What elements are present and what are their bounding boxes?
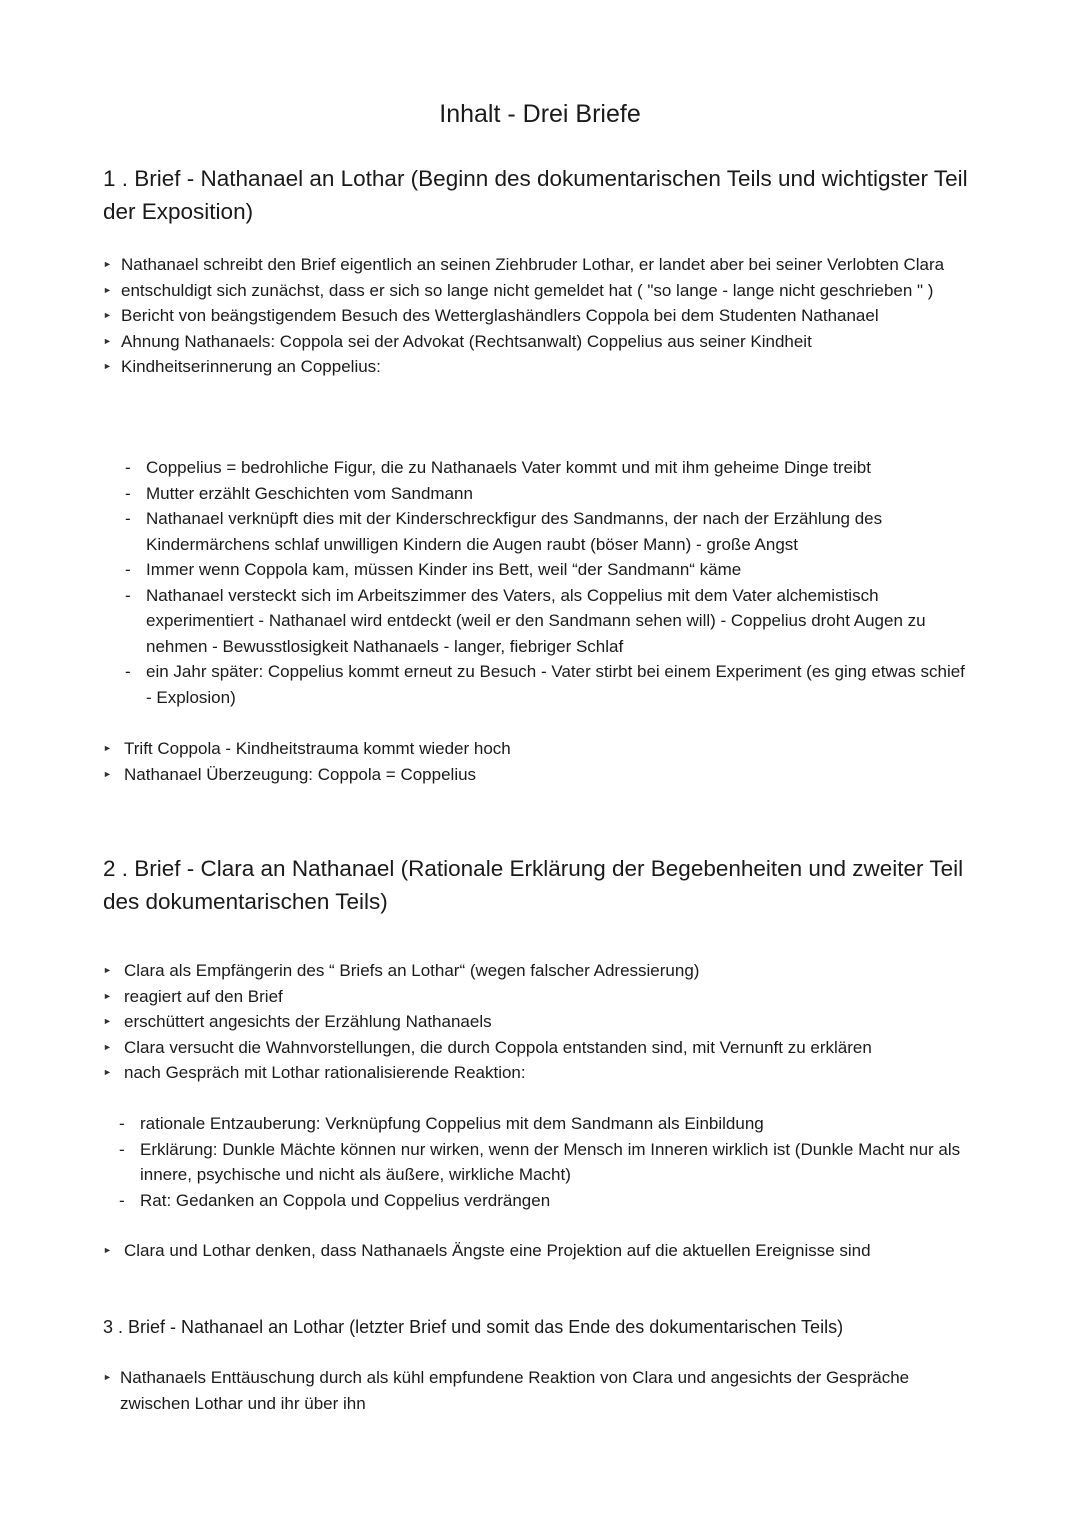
list-item: - Nathanael versteckt sich im Arbeitszimmer des Vaters, als Coppelius mit dem Vater alchemistisch experimentiert - Nathanael wird entdeckt (weil er den Sandmann sehen will) - Coppelius droht Augen zu nehmen - Bewusstlosigkeit Nathanaels - langer, fiebriger Schlaf	[0, 583, 1080, 660]
page-title: Inhalt - Drei Briefe	[439, 100, 641, 128]
dash-marker: -	[125, 509, 131, 528]
dash-marker: -	[119, 1139, 125, 1159]
bullet-triangle-icon: ►	[103, 1016, 112, 1026]
list-item: - Coppelius = bedrohliche Figur, die zu Nathanaels Vater kommt und mit ihm geheime Dinge treibt	[0, 455, 1080, 481]
bullet-triangle-icon: ►	[103, 768, 112, 779]
list-item: ► Trift Coppola - Kindheitstrauma kommt wieder hoch	[0, 736, 1080, 762]
dash-marker: -	[125, 585, 131, 605]
bullet-triangle-icon: ►	[103, 361, 112, 371]
bullet-triangle-icon: ►	[103, 1041, 112, 1052]
list-item: ► Kindheitserinnerung an Coppelius:	[0, 354, 1080, 380]
letter2-bullet-list	[0, 958, 1080, 1086]
bullet-triangle-icon: ►	[103, 259, 112, 269]
letter1-bullet-list-after	[0, 736, 1080, 787]
bullet-triangle-icon: ►	[103, 1245, 112, 1255]
list-item: ► Clara als Empfängerin des “ Briefs an Lothar“ (wegen falscher Adressierung)	[0, 958, 1080, 984]
dash-marker: -	[125, 560, 131, 579]
dash-marker: -	[125, 458, 131, 477]
list-item: ► reagiert auf den Brief	[0, 984, 1080, 1010]
list-item: - Nathanael verknüpft dies mit der Kinderschreckfigur des Sandmanns, der nach der Erzählung des Kindermärchens schlaf unwilligen Kindern die Augen raubt (böser Mann) - große Angst	[0, 506, 1080, 557]
list-item: - Mutter erzählt Geschichten vom Sandmann	[0, 481, 1080, 507]
bullet-triangle-icon: ►	[103, 1067, 112, 1077]
bullet-triangle-icon: ►	[103, 284, 112, 295]
list-item: ► Nathanael Überzeugung: Coppola = Coppelius	[0, 762, 1080, 788]
letter3-heading: 3 . Brief - Nathanael an Lothar (letzter Brief und somit das Ende des dokumentarischen Teils)	[103, 1317, 844, 1337]
dash-marker: -	[119, 1190, 125, 1210]
list-item: ► Nathanaels Enttäuschung durch als kühl empfundene Reaktion von Clara und angesichts der Gespräche zwischen Lothar und ihr über ihn	[0, 1365, 1080, 1416]
letter2-bullet-list-after	[0, 1238, 1080, 1264]
letter2-sub-list	[0, 1111, 1080, 1213]
letter1-heading: 1 . Brief - Nathanael an Lothar (Beginn des dokumentarischen Teils und wichtigster Teil der Exposition)	[103, 166, 968, 224]
list-item: - Immer wenn Coppola kam, müssen Kinder ins Bett, weil “der Sandmann“ käme	[0, 557, 1080, 583]
list-item: ► Bericht von beängstigendem Besuch des Wetterglashändlers Coppola bei dem Studenten Nathanael	[0, 303, 1080, 329]
list-item: ► Clara und Lothar denken, dass Nathanaels Ängste eine Projektion auf die aktuellen Ereignisse sind	[0, 1238, 1080, 1264]
list-item: ► erschüttert angesichts der Erzählung Nathanaels	[0, 1009, 1080, 1035]
bullet-triangle-icon: ►	[103, 1372, 112, 1382]
dash-marker: -	[125, 662, 131, 681]
list-item: ► Nathanael schreibt den Brief eigentlich an seinen Ziehbruder Lothar, er landet aber bei seiner Verlobten Clara	[0, 252, 1080, 278]
list-item: ► Clara versucht die Wahnvorstellungen, die durch Coppola entstanden sind, mit Vernunft zu erklären	[0, 1035, 1080, 1061]
letter1-bullet-list	[0, 252, 1080, 380]
bullet-triangle-icon: ►	[103, 965, 112, 975]
letter2-heading: 2 . Brief - Clara an Nathanael (Rationale Erklärung der Begebenheiten und zweiter Teil des dokumentarischen Teils)	[103, 856, 964, 914]
list-item: - rationale Entzauberung: Verknüpfung Coppelius mit dem Sandmann als Einbildung	[0, 1111, 1080, 1137]
list-item: ► entschuldigt sich zunächst, dass er sich so lange nicht gemeldet hat ( "so lange - lange nicht geschrieben " )	[0, 278, 1080, 304]
list-item: ► nach Gespräch mit Lothar rationalisierende Reaktion:	[0, 1060, 1080, 1086]
list-item: - Erklärung: Dunkle Mächte können nur wirken, wenn der Mensch im Inneren wirklich ist (Dunkle Macht nur als innere, psychische und nicht als äußere, wirkliche Macht)	[0, 1137, 1080, 1188]
bullet-triangle-icon: ►	[103, 990, 112, 1001]
list-item: - ein Jahr später: Coppelius kommt erneut zu Besuch - Vater stirbt bei einem Experiment (es ging etwas schief - Explosion)	[0, 659, 1080, 710]
dash-marker: -	[125, 483, 131, 503]
list-item: - Rat: Gedanken an Coppola und Coppelius verdrängen	[0, 1188, 1080, 1214]
bullet-triangle-icon: ►	[103, 310, 112, 320]
bullet-triangle-icon: ►	[103, 743, 112, 753]
bullet-triangle-icon: ►	[103, 335, 112, 346]
letter1-sub-list	[0, 455, 1080, 710]
list-item: ► Ahnung Nathanaels: Coppola sei der Advokat (Rechtsanwalt) Coppelius aus seiner Kindheit	[0, 329, 1080, 355]
dash-marker: -	[119, 1114, 125, 1133]
letter3-bullet-list	[0, 1365, 1080, 1416]
